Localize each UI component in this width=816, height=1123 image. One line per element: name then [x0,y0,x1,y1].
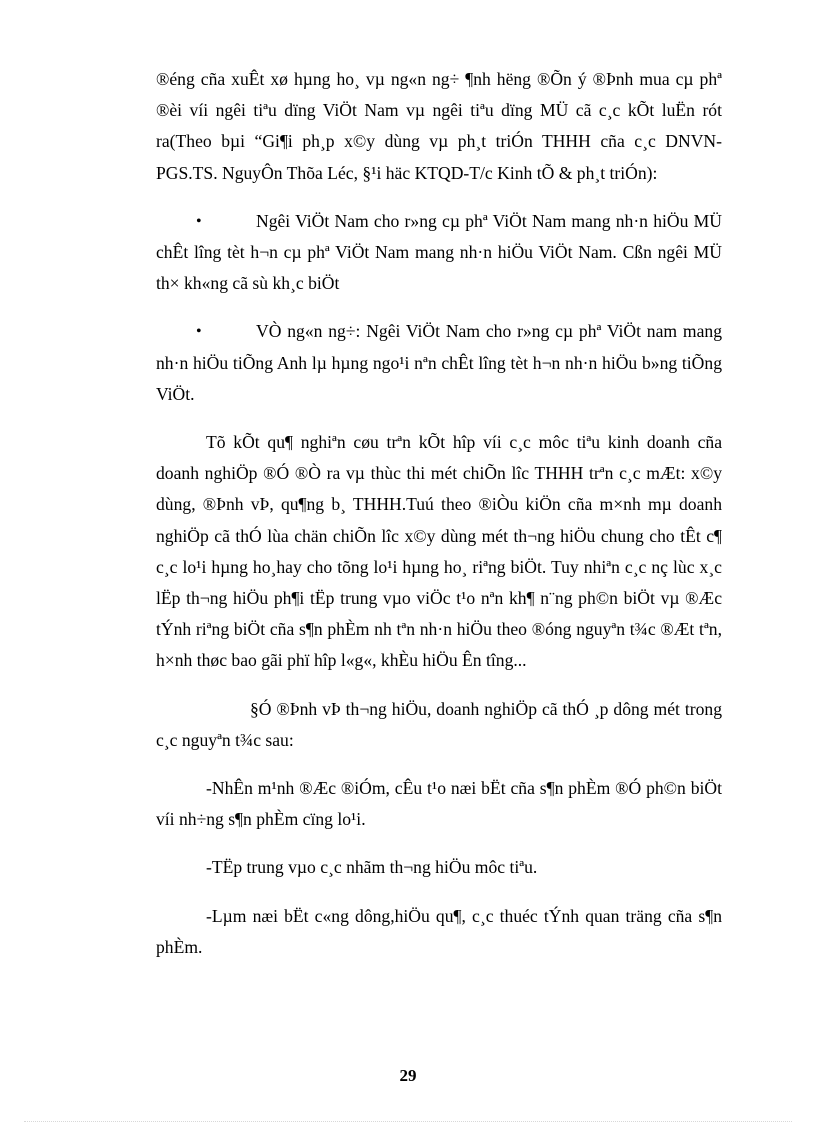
bullet-icon: • [196,212,202,230]
bullet-text-language: VÒ ng«n ng÷: Ngêi ViÖt Nam cho r»ng cµ phª ViÖt nam mang nh·n hiÖu tiÕng Anh lµ hµng ngo¹i nªn chÊt lîng tèt h¬n nh·n hiÖu b»ng tiÕng ViÖt. [156,321,722,404]
paragraph-intro: ®éng cña xuÊt xø hµng ho¸ vµ ng«n ng÷ ¶nh hëng ®Õn ý ®Þnh mua cµ phª ®èi víi ngêi tiªu dïng ViÖt Nam vµ ngêi tiªu dïng MÜ cã c¸c kÕt luËn rót ra(Theo bµi “Gi¶i ph¸p x©y dùng vµ ph¸t triÓn THHH cña c¸c DNVN- PGS.TS. NguyÔn Thõa Léc, §¹i häc KTQD-T/c Kinh tÕ & ph¸t triÓn): [156,69,722,183]
bullet-item-language [156,316,722,410]
body-text [156,64,722,980]
paragraph-positioning-intro: §Ó ®Þnh vÞ th¬ng hiÖu, doanh nghiÖp cã thÓ ¸p dông mét trong c¸c nguyªn t¾c sau: [156,698,722,750]
bullet-text-brand: Ngêi ViÖt Nam cho r»ng cµ phª ViÖt Nam mang nh·n hiÖu MÜ chÊt lîng tèt h¬n cµ phª ViÖt Nam mang nh·n hiÖu ViÖt Nam. Cßn ngêi MÜ th× kh«ng cã sù kh¸c biÖt [156,210,722,294]
paragraph-principle-1: -NhÊn m¹nh ®Æc ®iÓm, cÊu t¹o næi bËt cña s¶n phÈm ®Ó ph©n biÖt víi nh÷ng s¶n phÈm cïng lo¹i. [156,778,722,830]
paragraph-principle-2: -TËp trung vµo c¸c nhãm th¬ng hiÖu môc tiªu. [206,857,538,878]
bullet-icon: • [196,323,202,341]
paragraph-strategy: Tõ kÕt qu¶ nghiªn cøu trªn kÕt hîp víi c¸c môc tiªu kinh doanh cña doanh nghiÖp ®Ó ®Ò ra vµ thùc thi mét chiÕn lîc THHH trªn c¸c mÆt: x©y dùng, ®Þnh vÞ, qu¶ng b¸ THHH.Tuú theo ®iÒu kiÖn cña m×nh mµ doanh nghiÖp cã thÓ lùa chän chiÕn lîc x©y dùng mét th¬ng hiÖu chung cho tÊt c¶ c¸c lo¹i hµng ho¸hay cho tõng lo¹i hµng ho¸ riªng biÖt. Tuy nhiªn c¸c nç lùc x¸c lËp th¬ng hiÖu ph¶i tËp trung vµo viÖc t¹o nªn kh¶ n¨ng ph©n biÖt vµ ®Æc tÝnh riªng biÖt cña s¶n phÈm nh tªn nh·n hiÖu theo ®óng nguyªn t¾c ®Æt tªn, h×nh thøc bao gãi phï hîp l«g«, khÈu hiÖu Ên tîng... [156,432,722,671]
paragraph-principle-3: -Lµm næi bËt c«ng dông,hiÖu qu¶, c¸c thuéc tÝnh quan träng cña s¶n phÈm. [156,905,722,957]
page-number: 29 [399,1066,417,1085]
page-bottom-divider [24,1121,792,1122]
bullet-item-brand [156,206,722,300]
